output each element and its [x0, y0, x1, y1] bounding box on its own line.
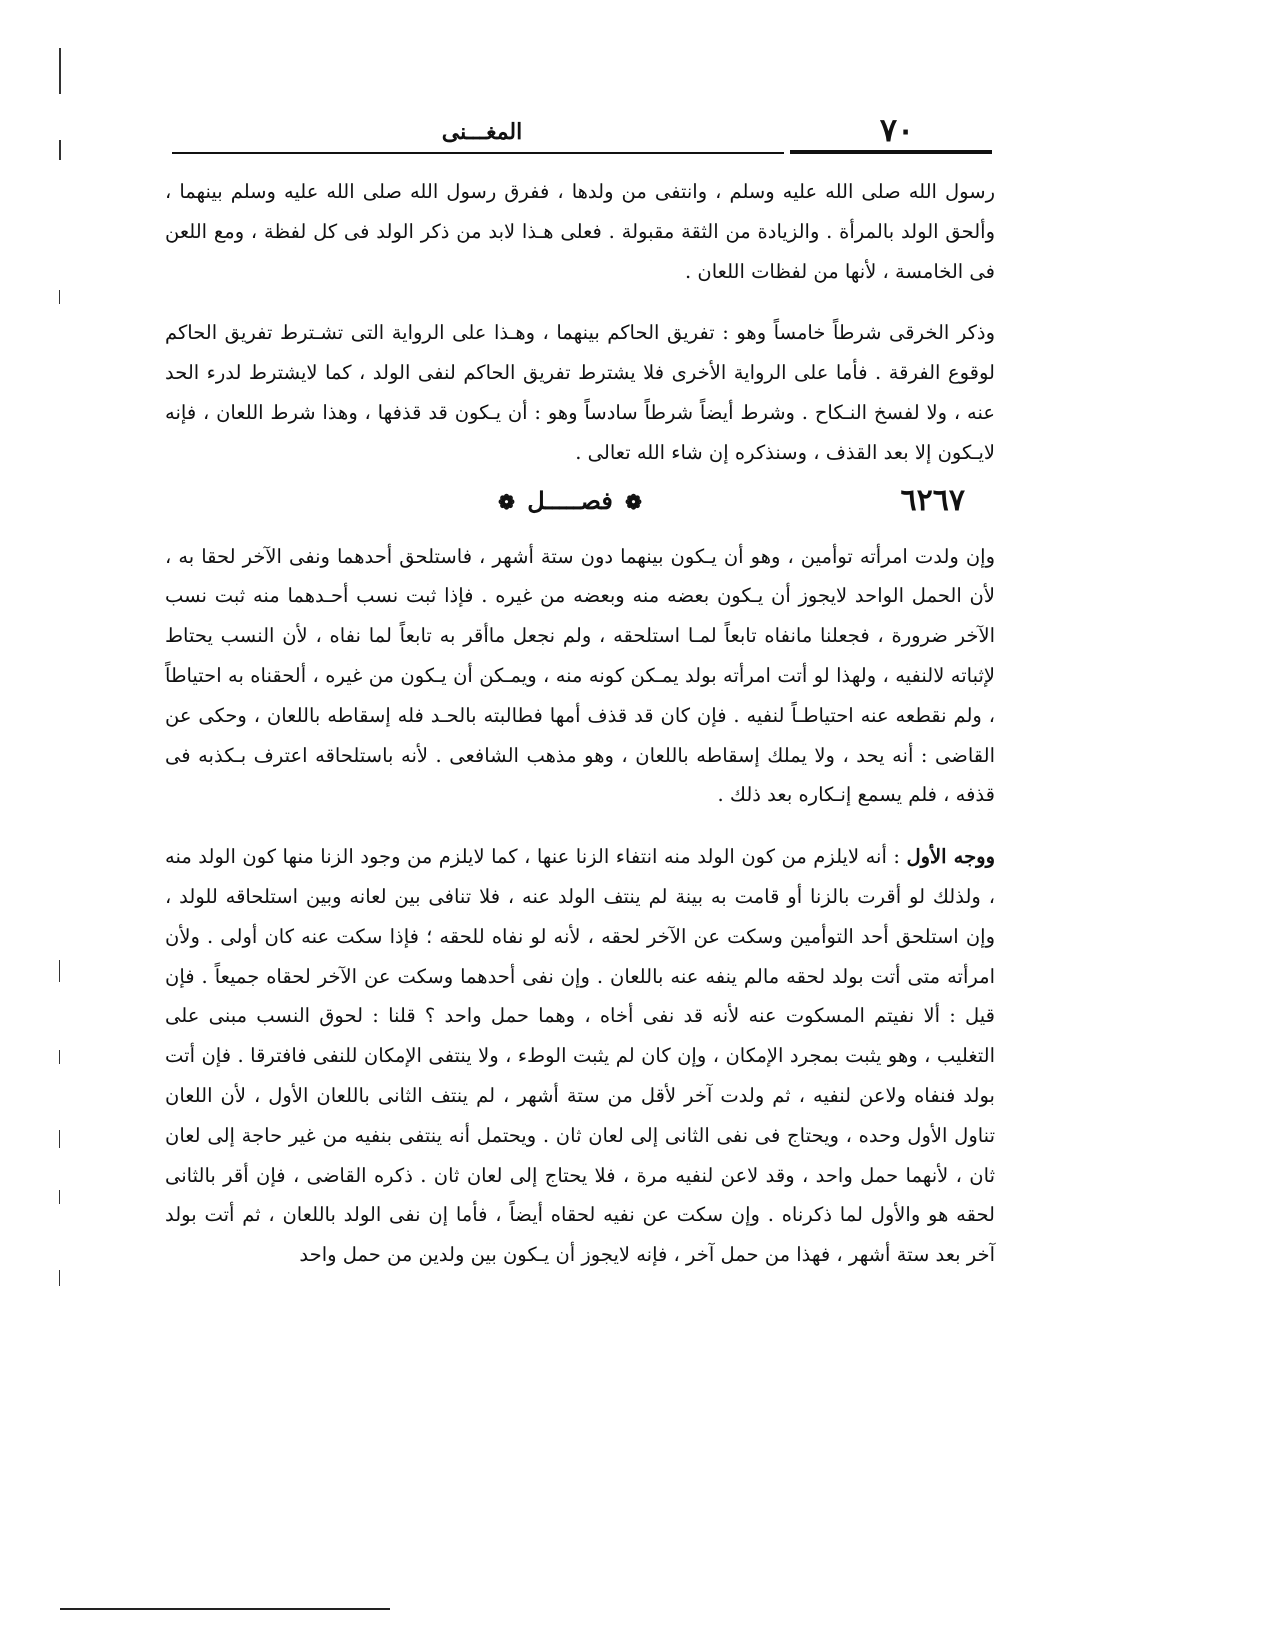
paragraph: وإن ولدت امرأته توأمين ، وهو أن يـكون بينهما دون ستة أشهر ، فاستلحق أحدهما ونفى الآخر لحقا به ، لأن الحمل الواحد لايجوز أن يـكون بعضه منه وبعضه من غيره . فإذا ثبت نسب أحـدهما منه ثبت نسب الآخر ضرورة ، فجعلنا مانفاه تابعاً لمـا استلحقه ، ولم نجعل ماأقر به تابعاً لما نفاه ، لأن النسب يحتاط لإثباته لالنفيه ، ولهذا لو أتت امرأته بولد يمـكن كونه منه ، ويمـكن أن يـكون من غيره ، ألحقناه به احتياطاً ، ولم نقطعه عنه احتياطـاً لنفيه . فإن كان قد قذف أمها فطالبته بالحـد فله إسقاطه باللعان ، وحكى عن القاضى : أنه يحد ، ولا يملك إسقاطه باللعان ، وهو مذهب الشافعى . لأنه باستلحاقه اعترف بـكذبه فى قذفه ، فلم يسمع إنـكاره بعد ذلك .: [165, 544, 995, 807]
footnote-rule: [60, 1608, 390, 1610]
margin-mark: [59, 1190, 60, 1204]
margin-mark: [59, 1270, 60, 1286]
ornament-icon: ❁: [498, 490, 515, 515]
section-title: فصـــــل: [527, 485, 613, 515]
page-body: [165, 172, 995, 1275]
paragraph: رسول الله صلى الله عليه وسلم ، وانتفى من ولدها ، ففرق رسول الله صلى الله عليه وسلم بينهما ، وألحق الولد بالمرأة . والزيادة من الثقة مقبولة . فعلى هـذا لابد من ذكر الولد فى كل لفظة ، ومع اللعن فى الخامسة ، لأنها من لفظات اللعان .: [165, 180, 995, 283]
margin-mark: [59, 960, 60, 982]
running-head: المغـــنى: [441, 119, 523, 145]
paragraph-gap: [165, 815, 995, 837]
section-heading: [165, 473, 995, 537]
paragraph-lead: ووجه الأول: [906, 845, 995, 869]
margin-mark: [59, 1130, 60, 1148]
margin-mark: [59, 290, 60, 304]
header-rule: [172, 152, 784, 154]
paragraph-gap: [165, 291, 995, 313]
paragraph-text: : أنه لايلزم من كون الولد منه انتفاء الزنا عنها ، كما لايلزم من وجود الزنا منها كون الولد منه ، ولذلك لو أقرت بالزنا أو قامت به بينة لم ينتف الولد عنه ، فلا تنافى بين لعانه وبين استلحاقه للولد ، وإن استلحق أحد التوأمين وسكت عن الآخر لحقه ، لأنه لو نفاه للحقه ؛ فإذا سكت عنه كان أولى . ولأن امرأته متى أتت بولد لحقه مالم ينفه عنه باللعان . وإن نفى أحدهما وسكت عن الآخر لحقاه جميعاً . فإن قيل : ألا نفيتم المسكوت عنه لأنه قد نفى أخاه ، وهما حمل واحد ؟ قلنا : لحوق النسب مبنى على التغليب ، وهو يثبت بمجرد الإمكان ، وإن كان لم يثبت الوطء ، ولا ينتفى الإمكان للنفى فافترقا . فإن أتت بولد فنفاه ولاعن لنفيه ، ثم ولدت آخر لأقل من ستة أشهر ، لم ينتف الثانى باللعان الأول ، لأن اللعان تناول الأول وحده ، ويحتاج فى نفى الثانى إلى لعان ثان . ويحتمل أنه ينتفى بنفيه من غير حاجة إلى لعان ثان ، لأنهما حمل واحد ، وقد لاعن لنفيه مرة ، فلا يحتاج إلى لعان ثان . ذكره القاضى ، فإن أقر بالثانى لحقه هو والأول لما ذكرناه . وإن سكت عن نفيه لحقاه أيضاً ، فأما إن نفى الولد باللعان ، ثم أتت بولد آخر بعد ستة أشهر ، فهذا من حمل آخر ، فإنه لايجوز أن يـكون بين ولدين من حمل واحد: [165, 845, 995, 1267]
margin-mark: [59, 48, 61, 94]
page-number: ٧٠: [879, 111, 915, 149]
page-header: [172, 112, 992, 156]
margin-mark: [59, 1050, 60, 1064]
paragraph: وذكر الخرقى شرطاً خامساً وهو : تفريق الحاكم بينهما ، وهـذا على الرواية التى تشـترط تفريق الحاكم لوقوع الفرقة . فأما على الرواية الأخرى فلا يشترط تفريق الحاكم لنفى الولد ، كما لايشترط لدرء الحد عنه ، ولا لفسخ النـكاح . وشرط أيضاً شرطاً سادساً وهو : أن يـكون قد قذفها ، وهذا شرط اللعان ، فإنه لايـكون إلا بعد القذف ، وسنذكره إن شاء الله تعالى .: [165, 321, 995, 464]
section-number: ٦٢٦٧: [900, 482, 965, 518]
section-title-block: [445, 481, 695, 523]
header-rule-thick: [790, 150, 992, 154]
margin-mark: [59, 140, 61, 160]
paragraph: [165, 837, 995, 1275]
ornament-icon: ❁: [625, 490, 642, 515]
